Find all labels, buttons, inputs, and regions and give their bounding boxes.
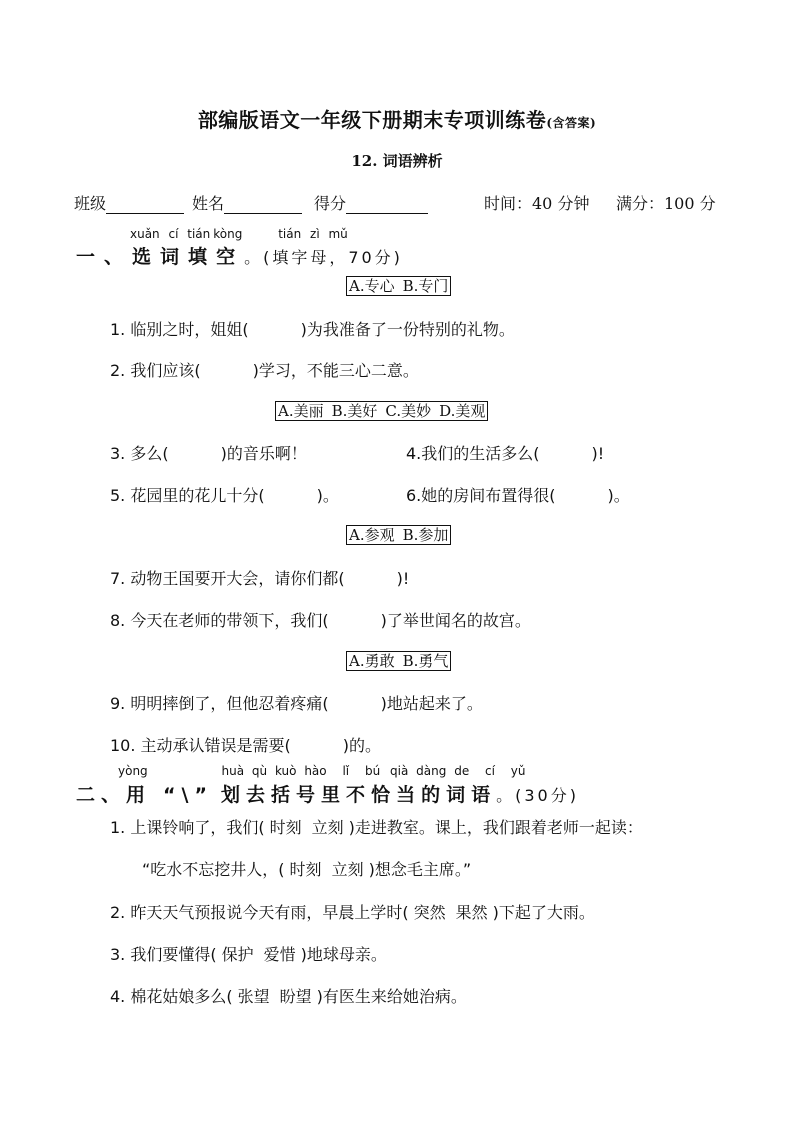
question-4: 4.我们的生活多么( )! — [406, 444, 605, 463]
s2-question-2: 2. 昨天天气预报说今天有雨，早晨上学时( 突然 果然 )下起了大雨。 — [110, 903, 595, 922]
s2-question-4: 4. 棉花姑娘多么( 张望 盼望 )有医生来给她治病。 — [110, 987, 467, 1006]
question-2: 2. 我们应该( )学习，不能三心二意。 — [110, 361, 419, 380]
info-name: 姓名 — [192, 191, 302, 214]
options-box: A.美丽 B.美好 C.美妙 D.美观 — [275, 401, 488, 421]
info-score: 得分 — [314, 191, 428, 214]
section1-heading: 一、选词填空。(填字母，70分) — [76, 246, 403, 268]
section2-pinyin: yòng huà qù kuò hào lǐ bú qià dàng de cí yǔ — [118, 764, 526, 778]
page-subtitle: 12. 词语辨析 — [351, 152, 443, 170]
options-box: A.专心 B.专门 — [346, 276, 451, 296]
word-choice[interactable]: 盼望 — [279, 987, 312, 1006]
word-choice[interactable]: 立刻 — [331, 860, 364, 879]
question-1: 1. 临别之时，姐姐( )为我准备了一份特别的礼物。 — [110, 320, 515, 339]
word-choice[interactable]: 时刻 — [269, 818, 302, 837]
options-box: A.参观 B.参加 — [346, 525, 451, 545]
question-5: 5. 花园里的花儿十分( )。 — [110, 486, 339, 505]
question-3: 3. 多么( )的音乐啊！ — [110, 444, 307, 463]
word-choice[interactable]: 立刻 — [311, 818, 344, 837]
word-choice[interactable]: 张望 — [237, 987, 270, 1006]
s2-question-1: 1. 上课铃响了，我们( 时刻 立刻 )走进教室。课上，我们跟着老师一起读： — [110, 818, 643, 837]
title-note: (含答案) — [546, 116, 597, 130]
options-box: A.勇敢 B.勇气 — [346, 651, 451, 671]
word-choice[interactable]: 突然 — [413, 903, 446, 922]
section2-heading: 二、用 “\” 划去括号里不恰当的词语。(30分) — [76, 784, 579, 806]
page-title: 部编版语文一年级下册期末专项训练卷(含答案) — [197, 108, 597, 132]
question-7: 7. 动物王国要开大会，请你们都( )! — [110, 569, 410, 588]
section1-pinyin: xuǎn cí tián kòng tián zì mǔ — [130, 227, 348, 241]
info-full-score: 满分：100 分 — [616, 194, 716, 213]
info-class: 班级 — [74, 191, 184, 214]
score-blank[interactable] — [346, 195, 428, 214]
question-6: 6.她的房间布置得很( )。 — [406, 486, 630, 505]
word-choice[interactable]: 爱惜 — [263, 945, 296, 964]
s2-question-3: 3. 我们要懂得( 保护 爱惜 )地球母亲。 — [110, 945, 387, 964]
info-time: 时间：40 分钟 — [484, 194, 590, 213]
question-10: 10. 主动承认错误是需要( )的。 — [110, 736, 382, 755]
word-choice[interactable]: 果然 — [455, 903, 488, 922]
name-blank[interactable] — [224, 195, 302, 214]
question-8: 8. 今天在老师的带领下，我们( )了举世闻名的故宫。 — [110, 611, 531, 630]
s2-question-1-cont: “吃水不忘挖井人，( 时刻 立刻 )想念毛主席。” — [142, 860, 472, 879]
word-choice[interactable]: 保护 — [221, 945, 254, 964]
class-blank[interactable] — [106, 195, 184, 214]
word-choice[interactable]: 时刻 — [289, 860, 322, 879]
question-9: 9. 明明摔倒了，但他忍着疼痛( )地站起来了。 — [110, 694, 483, 713]
